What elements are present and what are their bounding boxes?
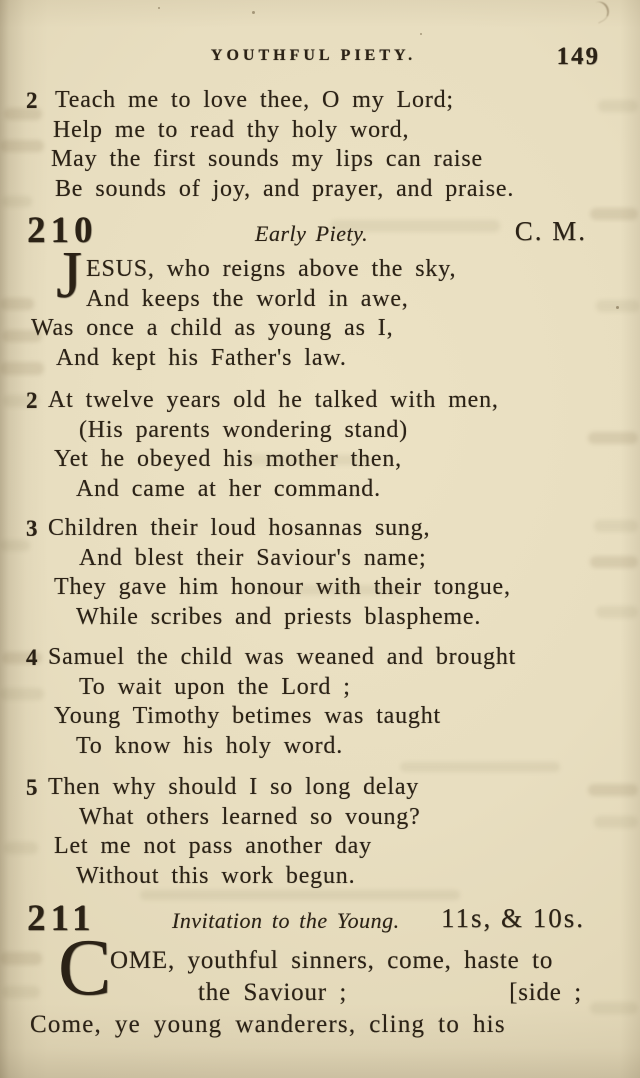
verse-line: Help me to read thy holy word, (53, 116, 410, 143)
verse-line: (His parents wondering stand) (79, 416, 408, 443)
verse-line-turnover: the Saviour ; (198, 979, 348, 1006)
hymn-210-stanza-4 (0, 643, 640, 761)
verse-line: And came at her command. (76, 475, 381, 502)
showthrough-smudge (400, 762, 560, 772)
drop-cap-initial: J (56, 238, 83, 312)
running-title: YOUTHFUL PIETY. (210, 47, 417, 64)
scratch-mark (589, 0, 613, 24)
verse-line: What others learned so voung? (79, 803, 421, 830)
stanza-continued (0, 86, 640, 204)
verse-line: Samuel the child was weaned and brought (48, 644, 517, 670)
ink-speck (252, 11, 255, 14)
verse-line: OME, youthful sinners, come, haste to (110, 947, 554, 974)
verse-line: Teach me to love thee, O my Lord; (55, 87, 454, 113)
verse-line: And keeps the world in awe, (86, 285, 409, 312)
verse-line: Let me not pass another day (54, 833, 372, 859)
hymn-210-stanza-3 (0, 514, 640, 632)
ink-speck (420, 33, 422, 35)
hymn-210-stanza-1 (0, 238, 640, 373)
verse-line: To wait upon the Lord ; (79, 673, 351, 700)
verse-line: Come, ye young wanderers, cling to his (30, 1011, 506, 1038)
verse-line: Young Timothy betimes was taught (54, 703, 441, 729)
verse-line: Yet he obeyed his mother then, (54, 446, 402, 472)
hymn-meter: C. M. (514, 216, 587, 246)
verse-line: To know his holy word. (76, 732, 344, 759)
verse-line: They gave him honour with their tongue, (54, 574, 511, 600)
catchword: [side ; (509, 979, 582, 1006)
verse-line: Without this work begun. (76, 862, 356, 889)
hymn-number: 211 (27, 898, 96, 939)
verse-line: And kept his Father's law. (56, 344, 347, 371)
verse-line: Children their loud hosannas sung, (48, 515, 431, 541)
page-number: 149 (556, 43, 600, 70)
verse-line: While scribes and priests blaspheme. (76, 603, 482, 630)
verse-line: And blest their Saviour's name; (79, 544, 427, 571)
hymn-title: Early Piety. (255, 221, 369, 246)
verse-line: Then why should I so long delay (48, 774, 420, 800)
verse-line: Was once a child as young as I, (31, 315, 394, 341)
verse-number: 4 (26, 645, 38, 670)
drop-cap-initial: C (58, 924, 112, 1012)
verse-line: Be sounds of joy, and prayer, and praise. (55, 175, 515, 202)
hymn-title: Invitation to the Young. (172, 908, 400, 933)
verse-number: 5 (26, 775, 38, 800)
hymn-number: 210 (27, 210, 98, 251)
verse-line: At twelve years old he talked with men, (48, 387, 499, 413)
verse-number: 2 (26, 388, 38, 413)
hymn-210-stanza-2 (0, 386, 640, 504)
verse-number: 2 (26, 88, 38, 113)
hymn-211-stanza-1 (0, 924, 640, 1041)
verse-line: May the first sounds my lips can raise (51, 146, 483, 172)
hymn-meter: 11s, & 10s. (440, 903, 585, 933)
verse-number: 3 (26, 516, 38, 541)
hymn-210-stanza-5 (0, 773, 640, 891)
verse-line: ESUS, who reigns above the sky, (86, 256, 457, 282)
showthrough-smudge (140, 890, 460, 900)
ink-speck (158, 7, 160, 9)
